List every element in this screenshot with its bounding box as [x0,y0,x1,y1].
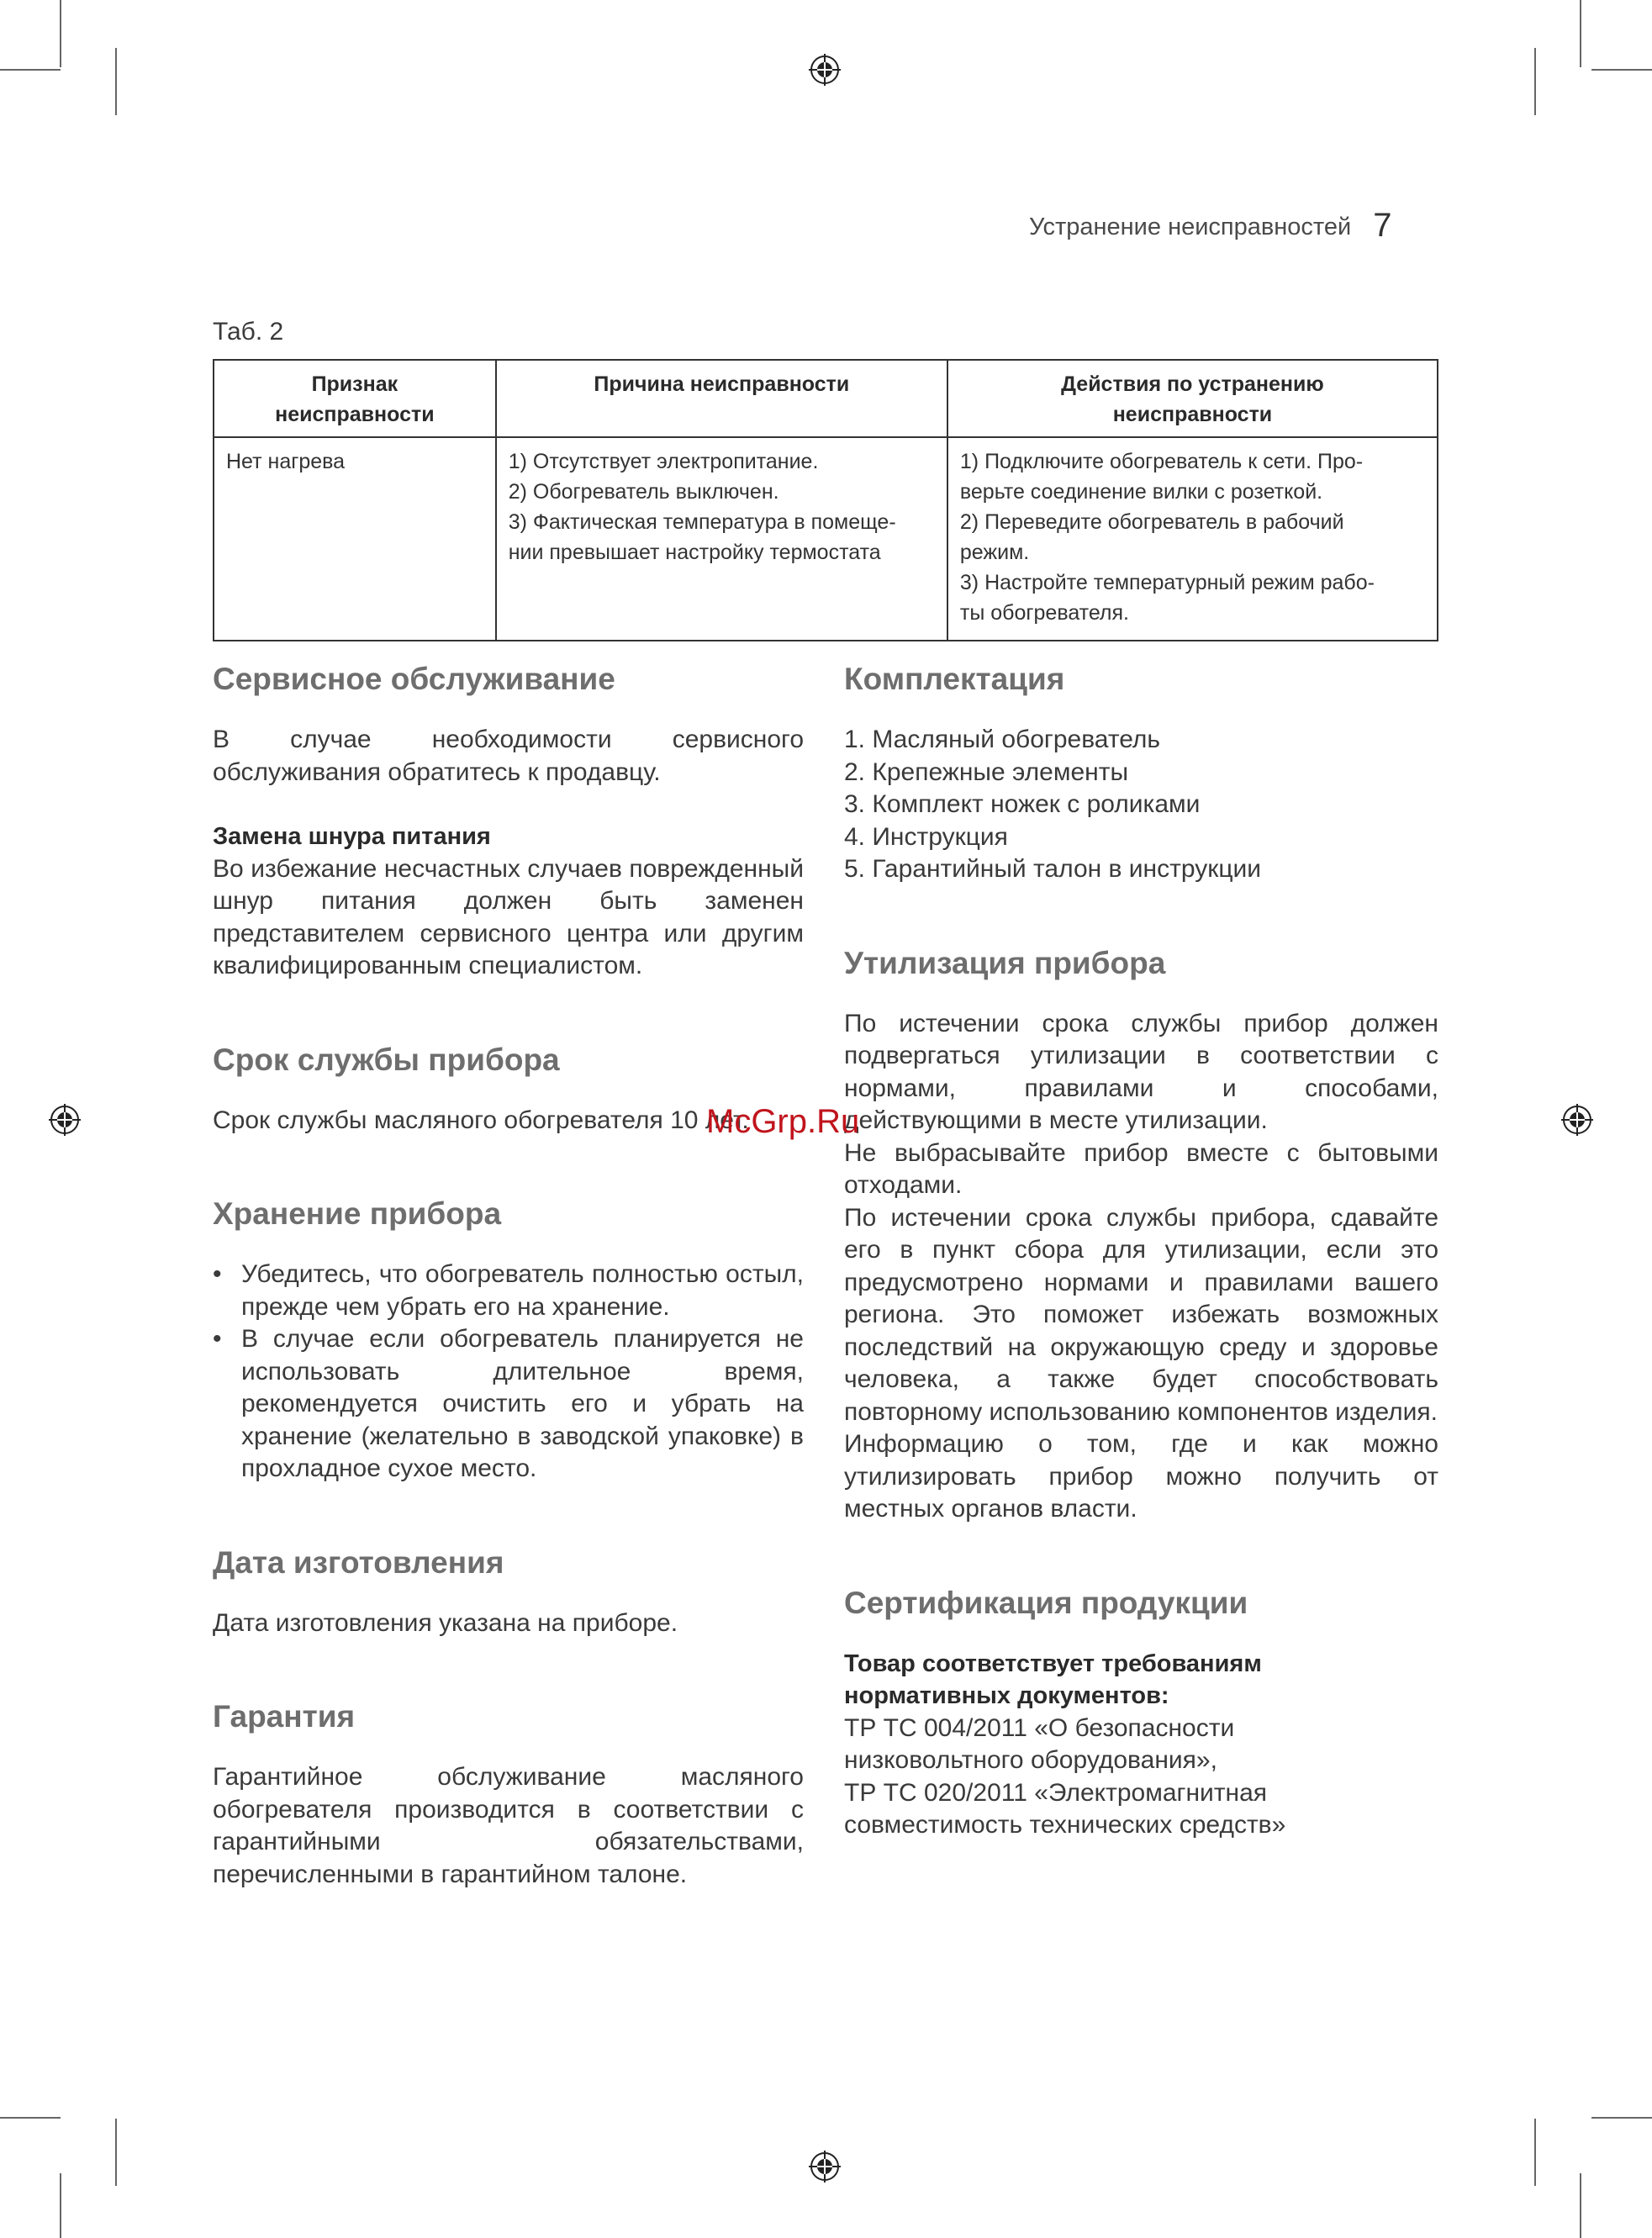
cause-line: 3) Фактическая температура в помеще- [508,510,896,534]
cause-line: нии превышает настройку термостата [508,541,881,564]
list-item: 5. Гарантийный талон в инструкции [844,855,1262,883]
header-line: неисправности [1112,403,1273,426]
running-head [1029,205,1441,243]
manufacture-heading: Дата изготовления [213,1544,504,1580]
certification-block [844,1648,1438,1842]
table-header-row [214,360,1438,437]
storage-list [213,1259,804,1486]
list-item: 2. Крепежные элементы [844,757,1129,786]
header-cause [496,360,947,437]
disposal-paragraph: Не выбрасывайте прибор вместе с бытовыми отходами. [844,1138,1438,1199]
disposal-paragraph: По истечении срока службы прибор должен подвергаться утилизации в соответствии с нормами, правилами и способами, действующими в месте утилизации. [844,1009,1438,1134]
cord-text: Во избежание несчастных случаев поврежденный шнур питания должен быть заменен представителем сервисного центра или другим квалифицированным специалистом. [213,854,804,979]
registration-mark-icon [809,54,841,86]
service-text: В случае необходимости сервисного обслуживания обратитесь к продавцу. [213,726,804,786]
cell-action [947,437,1438,641]
cause-line: 2) Обогреватель выключен. [508,480,779,504]
header-line: Признак [311,372,398,396]
list-item: 4. Инструкция [844,822,1008,851]
header-line: Действия по устранению [1061,372,1324,396]
service-heading: Сервисное обслуживание [213,662,615,696]
crop-mark [1534,2119,1536,2186]
header-symptom [214,360,496,437]
watermark-link[interactable]: McGrp.Ru [706,1103,860,1140]
disposal-paragraph: По истечении срока службы прибора, сдавайте его в пункт сбора для утилизации, если это предусмотрено нормами и правилами вашего региона. Это поможет избежать возможных последствий на окружающую среду и здоровье человека, а также будет способствовать повторному использованию компонентов изделия. [844,1203,1438,1426]
package-heading: Комплектация [844,662,1065,696]
crop-mark [0,2117,61,2119]
certification-line: совместимость технических средств» [844,1811,1286,1839]
cord-heading: Замена шнура питания [213,823,491,850]
warranty-heading: Гарантия [213,1699,356,1734]
header-line: Причина неисправности [594,372,850,396]
registration-mark-icon [809,2151,841,2183]
action-line: 1) Подключите обогреватель к сети. Про- [959,450,1364,473]
crop-mark [60,0,61,67]
crop-mark [115,48,117,115]
crop-mark [115,2119,117,2186]
crop-mark [1580,2173,1581,2238]
right-column [844,661,1438,1842]
crop-mark [60,2173,61,2238]
action-line: верьте соединение вилки с розеткой. [959,480,1323,504]
package-list [844,724,1438,886]
header-action [947,360,1438,437]
symptom-text: Нет нагрева [226,450,346,473]
table-caption: Таб. 2 [213,318,284,346]
storage-heading: Хранение прибора [213,1196,502,1231]
action-line: 2) Переведите обогреватель в рабочий [959,510,1344,534]
action-line: 3) Настройте температурный режим рабо- [959,571,1375,594]
header-line: неисправности [275,403,435,426]
manufacture-text: Дата изготовления указана на приборе. [213,1608,678,1637]
certification-line: низковольтного оборудования», [844,1746,1217,1774]
certification-bold-line: Товар соответствует требованиям [844,1649,1262,1677]
lifetime-text: Срок службы масляного обогревателя 10 лет. [213,1106,749,1134]
cell-symptom [214,437,496,641]
crop-mark [1580,0,1581,67]
certification-bold-line: нормативных документов: [844,1682,1169,1709]
lifetime-heading: Срок службы прибора [213,1042,560,1077]
list-item: • В случае если обогреватель планируется не использовать длительное время, рекомендуется очистить его и убрать на хранение (желательно в заводской упаковке) в прохладное сухое место. [213,1323,804,1486]
disposal-paragraph: Информацию о том, где и как можно утилизировать прибор можно получить от местных органов власти. [844,1430,1438,1523]
action-line: режим. [959,541,1030,564]
registration-mark-icon [49,1104,81,1136]
crop-mark [1591,69,1652,71]
certification-line: ТР ТС 020/2011 «Электромагнитная [844,1778,1268,1807]
registration-mark-icon [1561,1104,1593,1136]
list-item: 3. Комплект ножек с роликами [844,790,1201,818]
crop-mark [0,69,61,71]
running-head-title: Устранение неисправностей [1029,214,1352,240]
troubleshooting-table [213,359,1438,641]
table-row [214,437,1438,641]
crop-mark [1534,48,1536,115]
certification-heading: Сертификация продукции [844,1585,1248,1620]
list-item: • Убедитесь, что обогреватель полностью остыл, прежде чем убрать его на хранение. [213,1259,804,1323]
action-line: ты обогревателя. [959,601,1129,625]
list-item: 1. Масляный обогреватель [844,726,1161,753]
crop-mark [1591,2117,1652,2119]
left-column [213,661,804,1891]
certification-line: ТР ТС 004/2011 «О безопасности [844,1713,1235,1742]
cause-line: 1) Отсутствует электропитание. [508,450,819,473]
page-number: 7 [1373,207,1392,244]
disposal-heading: Утилизация прибора [844,945,1166,980]
warranty-text: Гарантийное обслуживание масляного обогревателя производится в соответствии с гарантийными обязательствами, перечисленными в гарантийном талоне. [213,1763,804,1888]
cell-cause [496,437,947,641]
